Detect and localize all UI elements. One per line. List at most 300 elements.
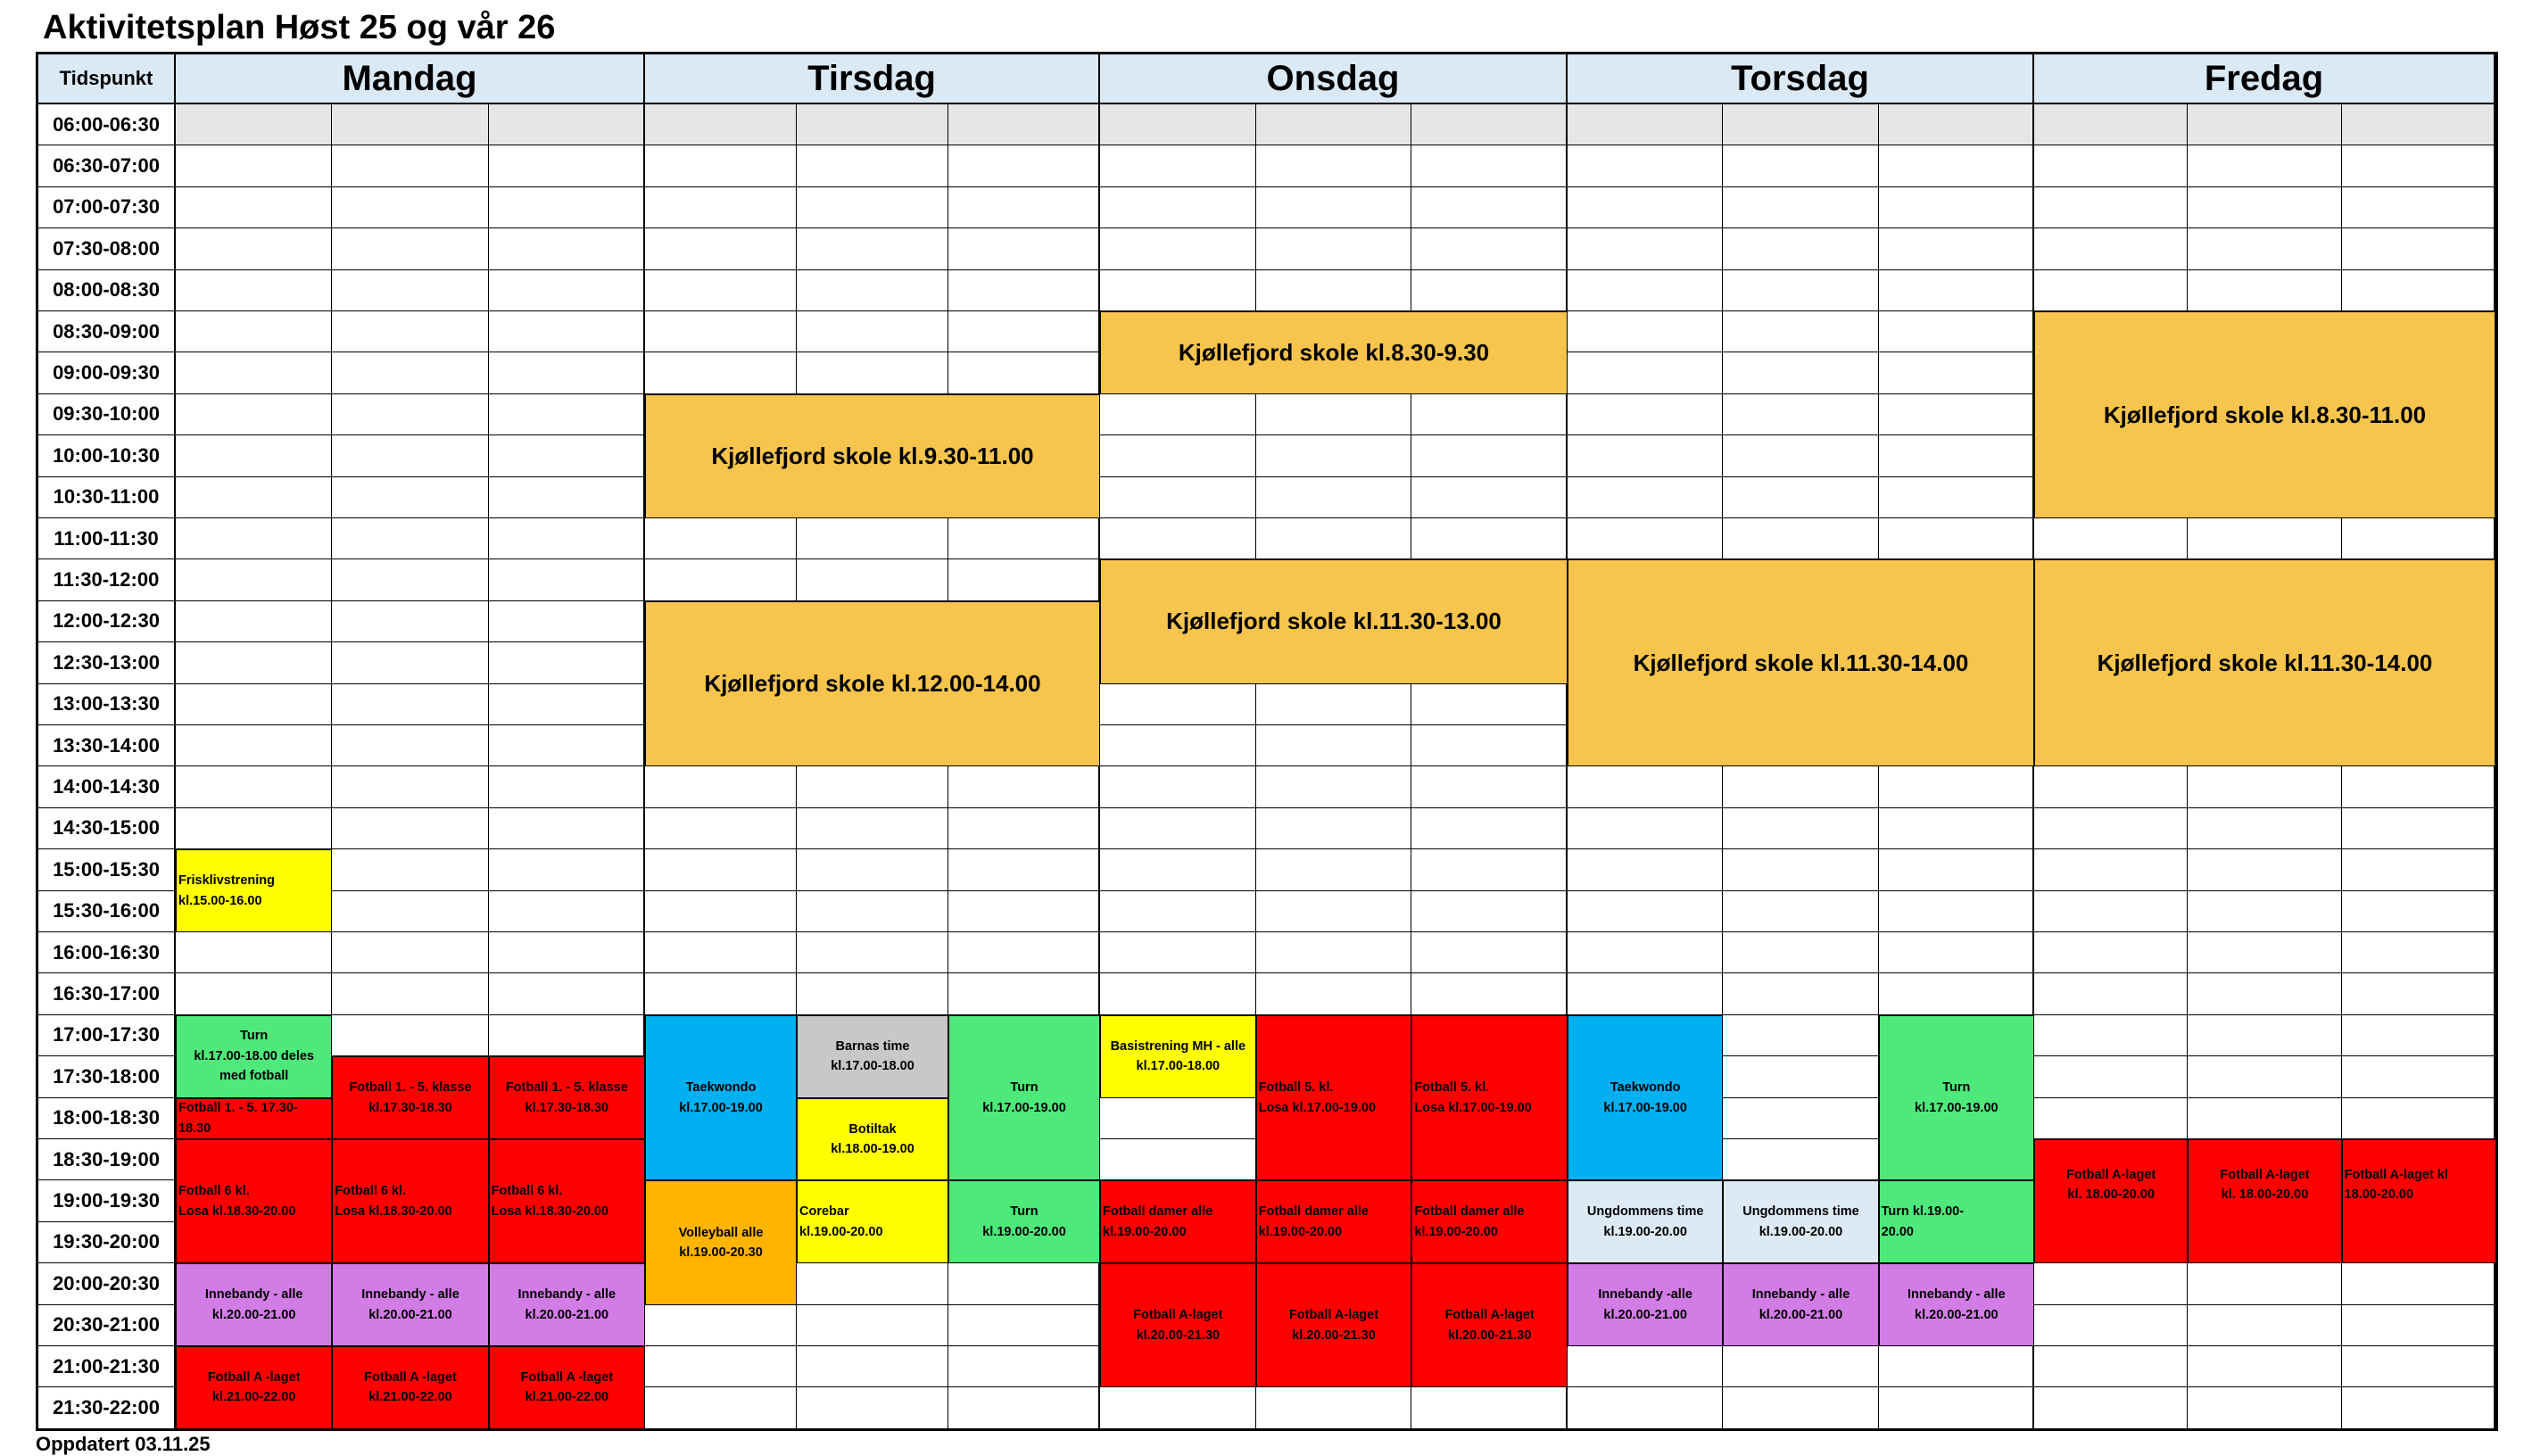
empty-slot: [332, 187, 488, 228]
empty-slot: [2188, 1015, 2341, 1056]
empty-slot: [489, 518, 645, 559]
empty-slot: [1568, 849, 1723, 890]
time-slot-label: 17:30-18:00: [38, 1056, 176, 1097]
empty-slot: [1879, 311, 2034, 352]
empty-slot: [797, 849, 948, 890]
time-slot-label: 20:00-20:30: [38, 1263, 176, 1304]
empty-slot: [645, 932, 797, 973]
empty-slot: [1879, 352, 2034, 393]
activity-wed-alaget-c1: Fotball A-laget kl.20.00-21.30: [1100, 1263, 1256, 1387]
empty-slot: [2188, 1346, 2341, 1387]
empty-slot: [176, 394, 332, 435]
time-column-header: Tidspunkt: [38, 54, 176, 104]
time-slot-label: 06:00-06:30: [38, 104, 176, 145]
time-slot-label: 12:30-13:00: [38, 642, 176, 683]
empty-slot: [1879, 228, 2034, 269]
empty-slot: [1411, 435, 1568, 476]
activity-tue-turn1: Turn kl.17.00-19.00: [948, 1015, 1100, 1181]
empty-slot: [1256, 104, 1412, 145]
activity-tue-taekwondo: Taekwondo kl.17.00-19.00: [645, 1015, 797, 1181]
empty-slot: [948, 973, 1100, 1014]
empty-slot: [2342, 518, 2495, 559]
empty-slot: [332, 145, 488, 186]
empty-slot: [2342, 1056, 2495, 1097]
empty-slot: [1568, 518, 1723, 559]
activity-tue-school1: Kjøllefjord skole kl.9.30-11.00: [645, 394, 1100, 518]
empty-slot: [1100, 766, 1256, 807]
empty-slot: [1256, 477, 1412, 518]
empty-slot: [1723, 352, 1878, 393]
empty-slot: [2188, 1387, 2341, 1428]
time-slot-label: 08:30-09:00: [38, 311, 176, 352]
empty-slot: [797, 518, 948, 559]
time-slot-label: 09:30-10:00: [38, 394, 176, 435]
empty-slot: [2342, 1098, 2495, 1139]
time-slot-label: 13:30-14:00: [38, 725, 176, 766]
empty-slot: [645, 1305, 797, 1346]
empty-slot: [2188, 932, 2341, 973]
empty-slot: [948, 559, 1100, 600]
empty-slot: [1723, 270, 1878, 311]
empty-slot: [2188, 145, 2341, 186]
empty-slot: [176, 311, 332, 352]
empty-slot: [948, 766, 1100, 807]
empty-slot: [1723, 228, 1878, 269]
empty-slot: [797, 270, 948, 311]
empty-slot: [797, 311, 948, 352]
empty-slot: [1879, 808, 2034, 849]
empty-slot: [1723, 145, 1878, 186]
empty-slot: [1568, 311, 1723, 352]
empty-slot: [797, 973, 948, 1014]
empty-slot: [2034, 808, 2188, 849]
empty-slot: [1411, 808, 1568, 849]
empty-slot: [176, 559, 332, 600]
empty-slot: [1100, 518, 1256, 559]
empty-slot: [2188, 518, 2341, 559]
empty-slot: [1879, 104, 2034, 145]
empty-slot: [2342, 808, 2495, 849]
empty-slot: [332, 1015, 488, 1056]
day-header-onsdag: Onsdag: [1100, 54, 1568, 104]
time-slot-label: 11:00-11:30: [38, 518, 176, 559]
empty-slot: [797, 1263, 948, 1304]
empty-slot: [2034, 1387, 2188, 1428]
activity-thu-ungdom-c1: Ungdommens time kl.19.00-20.00: [1568, 1180, 1723, 1263]
empty-slot: [2188, 973, 2341, 1014]
activity-mon-fotball-15-c1: Fotball 1. - 5. 17.30-18.30: [176, 1098, 332, 1139]
empty-slot: [797, 1387, 948, 1428]
empty-slot: [1723, 187, 1878, 228]
empty-slot: [489, 808, 645, 849]
empty-slot: [2188, 1305, 2341, 1346]
empty-slot: [2342, 1387, 2495, 1428]
empty-slot: [1411, 684, 1568, 725]
empty-slot: [1411, 932, 1568, 973]
time-slot-label: 15:00-15:30: [38, 849, 176, 890]
activity-thu-ungdom-c2: Ungdommens time kl.19.00-20.00: [1723, 1180, 1878, 1263]
empty-slot: [1411, 725, 1568, 766]
empty-slot: [1568, 228, 1723, 269]
activity-wed-alaget-c3: Fotball A-laget kl.20.00-21.30: [1411, 1263, 1568, 1387]
empty-slot: [1723, 1015, 1878, 1056]
empty-slot: [332, 849, 488, 890]
empty-slot: [2034, 1098, 2188, 1139]
empty-slot: [645, 849, 797, 890]
time-slot-label: 07:00-07:30: [38, 187, 176, 228]
empty-slot: [645, 973, 797, 1014]
empty-slot: [948, 187, 1100, 228]
empty-slot: [1723, 891, 1878, 932]
empty-slot: [1256, 518, 1412, 559]
empty-slot: [645, 228, 797, 269]
empty-slot: [1100, 1387, 1256, 1428]
empty-slot: [1100, 725, 1256, 766]
empty-slot: [489, 311, 645, 352]
empty-slot: [1100, 808, 1256, 849]
empty-slot: [645, 808, 797, 849]
empty-slot: [2342, 104, 2495, 145]
empty-slot: [645, 104, 797, 145]
empty-slot: [1100, 1098, 1256, 1139]
empty-slot: [489, 849, 645, 890]
empty-slot: [2034, 932, 2188, 973]
empty-slot: [948, 352, 1100, 393]
empty-slot: [797, 145, 948, 186]
empty-slot: [948, 932, 1100, 973]
time-slot-label: 16:30-17:00: [38, 973, 176, 1014]
empty-slot: [2034, 228, 2188, 269]
activity-wed-school2: Kjøllefjord skole kl.11.30-13.00: [1100, 559, 1568, 683]
empty-slot: [1568, 932, 1723, 973]
empty-slot: [645, 1346, 797, 1387]
empty-slot: [1100, 270, 1256, 311]
empty-slot: [1256, 684, 1412, 725]
empty-slot: [1100, 684, 1256, 725]
empty-slot: [489, 891, 645, 932]
empty-slot: [797, 766, 948, 807]
empty-slot: [1100, 477, 1256, 518]
activity-mon-innebandy-c3: Innebandy - alle kl.20.00-21.00: [489, 1263, 645, 1346]
empty-slot: [797, 808, 948, 849]
empty-slot: [1411, 477, 1568, 518]
empty-slot: [1879, 1346, 2034, 1387]
empty-slot: [1723, 1056, 1878, 1097]
empty-slot: [797, 1346, 948, 1387]
empty-slot: [1723, 808, 1878, 849]
empty-slot: [1879, 766, 2034, 807]
empty-slot: [489, 270, 645, 311]
empty-slot: [645, 145, 797, 186]
empty-slot: [1568, 352, 1723, 393]
activity-wed-damer-c3: Fotball damer alle kl.19.00-20.00: [1411, 1180, 1568, 1263]
empty-slot: [2342, 187, 2495, 228]
empty-slot: [176, 187, 332, 228]
empty-slot: [176, 642, 332, 683]
empty-slot: [1100, 104, 1256, 145]
activity-mon-fotball-15-c2: Fotball 1. - 5. klasse kl.17.30-18.30: [332, 1056, 488, 1139]
empty-slot: [2342, 891, 2495, 932]
time-slot-label: 10:00-10:30: [38, 435, 176, 476]
empty-slot: [948, 311, 1100, 352]
empty-slot: [176, 270, 332, 311]
time-slot-label: 19:30-20:00: [38, 1222, 176, 1263]
empty-slot: [176, 104, 332, 145]
empty-slot: [332, 684, 488, 725]
empty-slot: [332, 311, 488, 352]
empty-slot: [1568, 270, 1723, 311]
empty-slot: [2034, 973, 2188, 1014]
empty-slot: [2342, 849, 2495, 890]
empty-slot: [176, 766, 332, 807]
empty-slot: [1256, 270, 1412, 311]
empty-slot: [489, 352, 645, 393]
empty-slot: [176, 228, 332, 269]
empty-slot: [332, 477, 488, 518]
empty-slot: [1256, 394, 1412, 435]
empty-slot: [2034, 1305, 2188, 1346]
empty-slot: [2342, 973, 2495, 1014]
empty-slot: [797, 104, 948, 145]
empty-slot: [1568, 891, 1723, 932]
empty-slot: [2034, 145, 2188, 186]
empty-slot: [2034, 270, 2188, 311]
empty-slot: [2342, 1305, 2495, 1346]
empty-slot: [1256, 1387, 1412, 1428]
activity-mon-fotball-6-c3: Fotball 6 kl. Losa kl.18.30-20.00: [489, 1139, 645, 1263]
day-header-mandag: Mandag: [176, 54, 645, 104]
empty-slot: [176, 808, 332, 849]
activity-wed-damer-c1: Fotball damer alle kl.19.00-20.00: [1100, 1180, 1256, 1263]
empty-slot: [332, 891, 488, 932]
empty-slot: [332, 642, 488, 683]
time-slot-label: 12:00-12:30: [38, 601, 176, 642]
empty-slot: [332, 394, 488, 435]
empty-slot: [1568, 187, 1723, 228]
empty-slot: [489, 973, 645, 1014]
empty-slot: [176, 932, 332, 973]
empty-slot: [1723, 104, 1878, 145]
empty-slot: [332, 352, 488, 393]
empty-slot: [1879, 1387, 2034, 1428]
empty-slot: [1568, 973, 1723, 1014]
empty-slot: [332, 766, 488, 807]
activity-mon-fotball-15-c3: Fotball 1. - 5. klasse kl.17.30-18.30: [489, 1056, 645, 1139]
empty-slot: [1568, 477, 1723, 518]
time-slot-label: 14:30-15:00: [38, 808, 176, 849]
empty-slot: [332, 228, 488, 269]
empty-slot: [645, 518, 797, 559]
empty-slot: [2342, 145, 2495, 186]
empty-slot: [1568, 1346, 1723, 1387]
time-slot-label: 19:00-19:30: [38, 1180, 176, 1221]
activity-fri-alaget-c1: Fotball A-laget kl. 18.00-20.00: [2034, 1139, 2188, 1263]
empty-slot: [1723, 1387, 1878, 1428]
empty-slot: [1879, 973, 2034, 1014]
empty-slot: [1256, 766, 1412, 807]
empty-slot: [332, 270, 488, 311]
time-slot-label: 18:00-18:30: [38, 1098, 176, 1139]
empty-slot: [2034, 891, 2188, 932]
empty-slot: [2034, 849, 2188, 890]
activity-tue-school2: Kjøllefjord skole kl.12.00-14.00: [645, 601, 1100, 767]
empty-slot: [332, 435, 488, 476]
empty-slot: [1723, 1346, 1878, 1387]
empty-slot: [176, 601, 332, 642]
activity-fri-school1: Kjøllefjord skole kl.8.30-11.00: [2034, 311, 2495, 518]
empty-slot: [1879, 849, 2034, 890]
activity-fri-school2: Kjøllefjord skole kl.11.30-14.00: [2034, 559, 2495, 766]
empty-slot: [1411, 104, 1568, 145]
empty-slot: [1256, 725, 1412, 766]
empty-slot: [948, 270, 1100, 311]
empty-slot: [948, 228, 1100, 269]
time-slot-label: 08:00-08:30: [38, 270, 176, 311]
empty-slot: [332, 808, 488, 849]
empty-slot: [1411, 891, 1568, 932]
empty-slot: [645, 270, 797, 311]
empty-slot: [1568, 394, 1723, 435]
empty-slot: [332, 725, 488, 766]
empty-slot: [176, 518, 332, 559]
empty-slot: [2342, 228, 2495, 269]
empty-slot: [1100, 435, 1256, 476]
empty-slot: [1100, 891, 1256, 932]
empty-slot: [332, 518, 488, 559]
empty-slot: [645, 766, 797, 807]
empty-slot: [332, 932, 488, 973]
empty-slot: [176, 477, 332, 518]
activity-wed-damer-c2: Fotball damer alle kl.19.00-20.00: [1256, 1180, 1412, 1263]
empty-slot: [1411, 228, 1568, 269]
activity-mon-turn: Turn kl.17.00-18.00 deles med fotball: [176, 1015, 332, 1098]
time-slot-label: 13:00-13:30: [38, 684, 176, 725]
activity-mon-fotball-6-c2: Fotball 6 kl. Losa kl.18.30-20.00: [332, 1139, 488, 1263]
empty-slot: [176, 725, 332, 766]
activity-tue-botiltak: Botiltak kl.18.00-19.00: [797, 1098, 948, 1181]
empty-slot: [1568, 1387, 1723, 1428]
empty-slot: [2034, 766, 2188, 807]
empty-slot: [1879, 435, 2034, 476]
empty-slot: [1568, 145, 1723, 186]
activity-thu-innebandy-c1: Innebandy -alle kl.20.00-21.00: [1568, 1263, 1723, 1346]
empty-slot: [1879, 932, 2034, 973]
empty-slot: [645, 891, 797, 932]
empty-slot: [1411, 187, 1568, 228]
empty-slot: [2034, 104, 2188, 145]
empty-slot: [2342, 766, 2495, 807]
activity-mon-alaget-c2: Fotball A -laget kl.21.00-22.00: [332, 1346, 488, 1429]
empty-slot: [1411, 394, 1568, 435]
empty-slot: [1723, 435, 1878, 476]
empty-slot: [1411, 849, 1568, 890]
time-slot-label: 20:30-21:00: [38, 1305, 176, 1346]
empty-slot: [1723, 849, 1878, 890]
empty-slot: [1411, 270, 1568, 311]
time-slot-label: 17:00-17:30: [38, 1015, 176, 1056]
activity-wed-alaget-c2: Fotball A-laget kl.20.00-21.30: [1256, 1263, 1412, 1387]
empty-slot: [1256, 228, 1412, 269]
empty-slot: [797, 187, 948, 228]
empty-slot: [2342, 1015, 2495, 1056]
empty-slot: [2034, 518, 2188, 559]
activity-thu-turn1: Turn kl.17.00-19.00: [1879, 1015, 2034, 1181]
empty-slot: [2188, 808, 2341, 849]
time-slot-label: 10:30-11:00: [38, 477, 176, 518]
empty-slot: [797, 352, 948, 393]
empty-slot: [948, 891, 1100, 932]
activity-mon-frisk: Frisklivstrening kl.15.00-16.00: [176, 849, 332, 932]
empty-slot: [1723, 1139, 1878, 1180]
empty-slot: [645, 352, 797, 393]
empty-slot: [2188, 1098, 2341, 1139]
empty-slot: [2188, 1056, 2341, 1097]
time-slot-label: 11:30-12:00: [38, 559, 176, 600]
empty-slot: [1723, 1098, 1878, 1139]
empty-slot: [1100, 849, 1256, 890]
empty-slot: [1411, 518, 1568, 559]
time-slot-label: 14:00-14:30: [38, 766, 176, 807]
empty-slot: [2188, 187, 2341, 228]
empty-slot: [1723, 477, 1878, 518]
activity-mon-innebandy-c2: Innebandy - alle kl.20.00-21.00: [332, 1263, 488, 1346]
day-header-tirsdag: Tirsdag: [645, 54, 1100, 104]
activity-thu-innebandy-c3: Innebandy - alle kl.20.00-21.00: [1879, 1263, 2034, 1346]
page-title: Aktivitetsplan Høst 25 og vår 26: [43, 9, 556, 46]
empty-slot: [2188, 849, 2341, 890]
empty-slot: [332, 559, 488, 600]
empty-slot: [176, 435, 332, 476]
activity-wed-f5-c2: Fotball 5. kl. Losa kl.17.00-19.00: [1256, 1015, 1412, 1181]
empty-slot: [1411, 145, 1568, 186]
empty-slot: [176, 145, 332, 186]
empty-slot: [2034, 187, 2188, 228]
empty-slot: [1879, 394, 2034, 435]
empty-slot: [332, 973, 488, 1014]
empty-slot: [1879, 187, 2034, 228]
activity-thu-taekwondo: Taekwondo kl.17.00-19.00: [1568, 1015, 1723, 1181]
empty-slot: [948, 1263, 1100, 1304]
empty-slot: [1100, 1139, 1256, 1180]
empty-slot: [332, 601, 488, 642]
activity-mon-innebandy-c1: Innebandy - alle kl.20.00-21.00: [176, 1263, 332, 1346]
empty-slot: [1879, 477, 2034, 518]
empty-slot: [1411, 973, 1568, 1014]
empty-slot: [1568, 808, 1723, 849]
time-slot-label: 16:00-16:30: [38, 932, 176, 973]
empty-slot: [2034, 1056, 2188, 1097]
empty-slot: [2188, 228, 2341, 269]
activity-wed-school1: Kjøllefjord skole kl.8.30-9.30: [1100, 311, 1568, 394]
day-header-torsdag: Torsdag: [1568, 54, 2034, 104]
empty-slot: [2342, 932, 2495, 973]
empty-slot: [797, 1305, 948, 1346]
activity-tue-corebar: Corebar kl.19.00-20.00: [797, 1180, 948, 1263]
empty-slot: [1723, 394, 1878, 435]
empty-slot: [645, 187, 797, 228]
activity-thu-turn2: Turn kl.19.00- 20.00: [1879, 1180, 2034, 1263]
empty-slot: [1568, 104, 1723, 145]
empty-slot: [2188, 766, 2341, 807]
empty-slot: [489, 1015, 645, 1056]
activity-mon-fotball-6-c1: Fotball 6 kl. Losa kl.18.30-20.00: [176, 1139, 332, 1263]
empty-slot: [1879, 891, 2034, 932]
empty-slot: [176, 684, 332, 725]
empty-slot: [1256, 849, 1412, 890]
time-slot-label: 18:30-19:00: [38, 1139, 176, 1180]
empty-slot: [645, 559, 797, 600]
time-slot-label: 15:30-16:00: [38, 891, 176, 932]
